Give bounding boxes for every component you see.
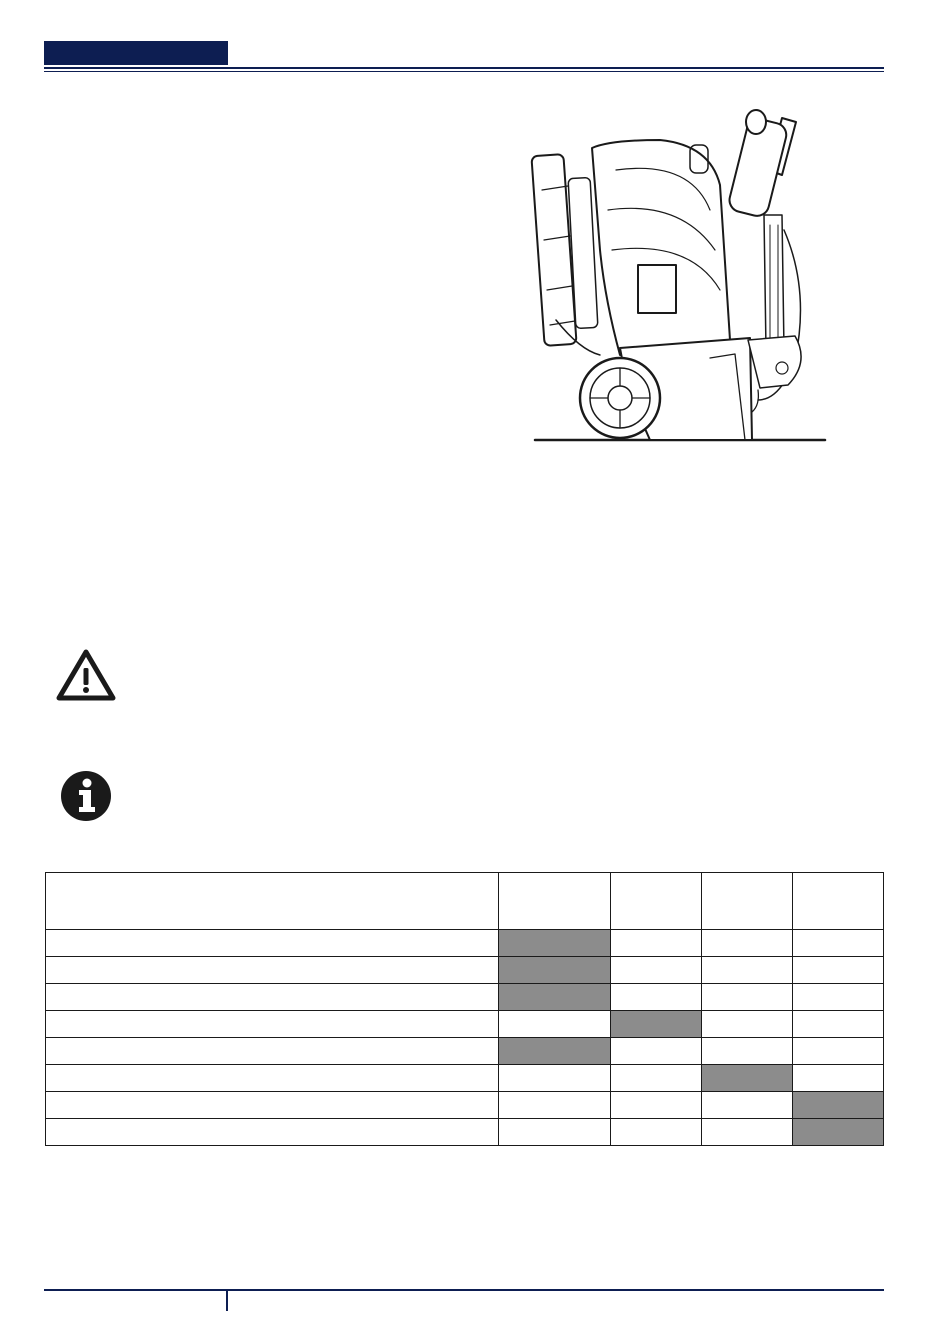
table-row-label	[46, 1092, 499, 1119]
table-cell	[702, 1011, 793, 1038]
table-cell	[702, 1038, 793, 1065]
table-cell	[793, 957, 884, 984]
table-cell	[793, 984, 884, 1011]
info-circle-icon	[60, 770, 112, 822]
table-cell	[611, 957, 702, 984]
table-cell	[499, 1038, 611, 1065]
table-cell	[702, 957, 793, 984]
table-cell	[499, 1065, 611, 1092]
table-row	[46, 1119, 884, 1146]
table-row-label	[46, 1065, 499, 1092]
table-cell	[793, 1038, 884, 1065]
footer-rule	[44, 1289, 884, 1291]
table-cell	[499, 957, 611, 984]
table-cell	[611, 1038, 702, 1065]
table-cell	[702, 1092, 793, 1119]
table-cell	[611, 930, 702, 957]
table-row	[46, 957, 884, 984]
table-cell	[702, 1119, 793, 1146]
table-row-label	[46, 957, 499, 984]
table-row-label	[46, 1038, 499, 1065]
table-row-label	[46, 930, 499, 957]
table-header-row	[46, 873, 884, 930]
warning-triangle-icon	[55, 648, 117, 702]
table-cell	[702, 930, 793, 957]
table-cell	[793, 1011, 884, 1038]
table-cell	[702, 1065, 793, 1092]
table-row	[46, 930, 884, 957]
table-row	[46, 1065, 884, 1092]
header-tab	[44, 41, 228, 65]
table-header-cell	[702, 873, 793, 930]
table-header-cell	[499, 873, 611, 930]
table-row	[46, 1038, 884, 1065]
table-cell	[499, 930, 611, 957]
compatibility-table	[45, 872, 884, 1146]
table-cell	[793, 930, 884, 957]
table-cell	[499, 984, 611, 1011]
table-cell	[611, 1119, 702, 1146]
table-cell	[611, 1065, 702, 1092]
table-cell	[793, 1065, 884, 1092]
table-row-label	[46, 1011, 499, 1038]
table-cell	[793, 1119, 884, 1146]
footer-divider	[226, 1291, 228, 1311]
table-header-cell	[793, 873, 884, 930]
table-cell	[793, 1092, 884, 1119]
table-row-label	[46, 1119, 499, 1146]
header-rule	[44, 67, 884, 69]
table-row	[46, 1011, 884, 1038]
scrubber-machine-illustration	[520, 100, 840, 450]
table-header-cell	[611, 873, 702, 930]
table-cell	[702, 984, 793, 1011]
table-cell	[499, 1011, 611, 1038]
header-rule-thin	[44, 71, 884, 72]
table-cell	[611, 1092, 702, 1119]
table-cell	[499, 1119, 611, 1146]
table-cell	[499, 1092, 611, 1119]
table-cell	[611, 984, 702, 1011]
table-row	[46, 1092, 884, 1119]
table-row-label	[46, 984, 499, 1011]
table-row	[46, 984, 884, 1011]
table-cell	[611, 1011, 702, 1038]
table-header-cell	[46, 873, 499, 930]
